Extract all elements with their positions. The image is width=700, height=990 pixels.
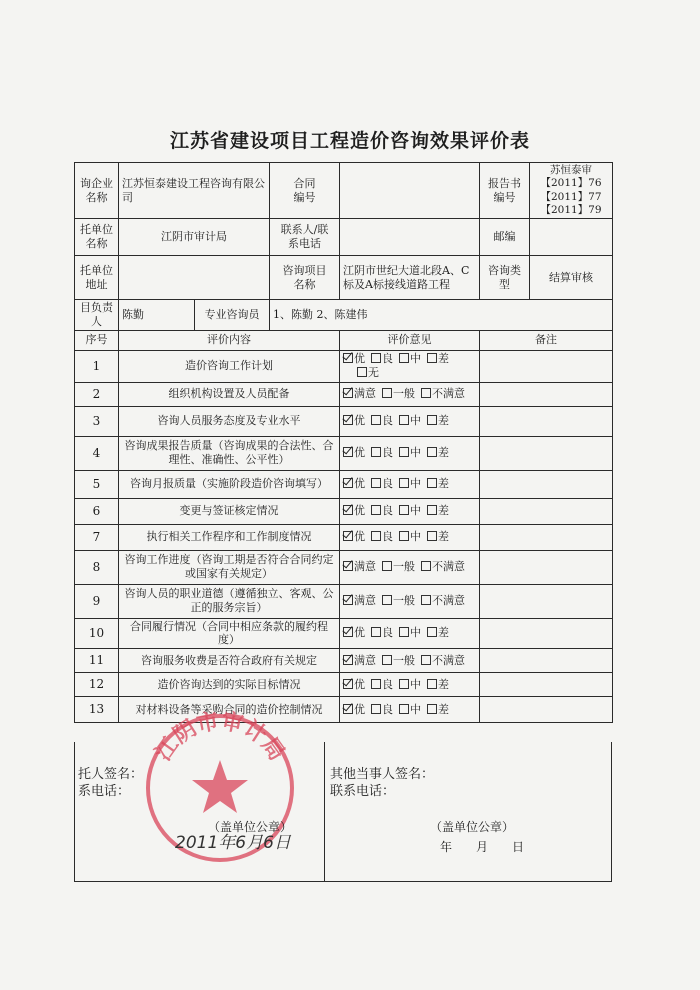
report-label: 报告书 编号 (480, 163, 530, 219)
option-3[interactable] (427, 352, 449, 365)
option-label: 良 (382, 702, 393, 716)
right-signature-block (330, 766, 434, 800)
option-label: 优 (354, 626, 365, 640)
evaluation-row (75, 498, 613, 524)
row-remark (480, 618, 613, 649)
option-1[interactable] (371, 446, 393, 459)
checkbox-icon[interactable] (427, 447, 437, 457)
row-opinion (340, 618, 480, 649)
option-label: 中 (410, 504, 421, 518)
checkbox-icon[interactable] (427, 478, 437, 488)
checkbox-icon[interactable] (382, 561, 392, 571)
option-1[interactable] (371, 530, 393, 543)
evaluation-row (75, 649, 613, 673)
checked-box-icon[interactable] (343, 704, 353, 714)
manager-value: 陈勤 (119, 300, 195, 331)
document-title: 江苏省建设项目工程造价咨询效果评价表 (169, 130, 530, 152)
checkbox-icon[interactable] (399, 679, 409, 689)
row-remark (480, 584, 613, 618)
option-label: 中 (410, 530, 421, 544)
row-opinion (340, 550, 480, 584)
checkbox-icon[interactable] (399, 704, 409, 714)
right-date: 年 月 日 (440, 840, 525, 854)
consultant-value: 1、陈勤 2、陈建伟 (270, 300, 613, 331)
option-label: 中 (410, 477, 421, 491)
option-3[interactable] (427, 504, 449, 517)
option-label: 良 (382, 446, 393, 460)
checkbox-icon[interactable] (427, 353, 437, 363)
checkbox-icon[interactable] (371, 704, 381, 714)
address-label: 托单位 地址 (75, 256, 119, 300)
checked-box-icon[interactable] (343, 561, 353, 571)
option-0[interactable] (343, 446, 365, 459)
checkbox-icon[interactable] (399, 627, 409, 637)
evaluation-row (75, 673, 613, 697)
row-opinion (340, 350, 480, 382)
option-4[interactable] (357, 366, 379, 379)
option-2[interactable] (399, 530, 421, 543)
row-content: 咨询人员的职业道德（遵循独立、客观、公正的服务宗旨） (119, 584, 340, 618)
option-label: 不满意 (432, 560, 465, 574)
evaluation-row (75, 470, 613, 498)
row-content: 咨询月报质量（实施阶段造价咨询填写） (119, 470, 340, 498)
option-0[interactable] (343, 387, 376, 400)
row-remark (480, 524, 613, 550)
option-0[interactable] (343, 594, 376, 607)
option-label: 优 (354, 702, 365, 716)
left-seal-note: （盖单位公章） (208, 820, 293, 834)
evaluation-row (75, 350, 613, 382)
row-number: 3 (75, 406, 119, 436)
checkbox-icon[interactable] (421, 561, 431, 571)
option-1[interactable] (371, 352, 393, 365)
row-content: 组织机构设置及人员配备 (119, 382, 340, 406)
row-opinion (340, 382, 480, 406)
checked-box-icon[interactable] (343, 655, 353, 665)
row-opinion (340, 470, 480, 498)
option-0[interactable] (343, 414, 365, 427)
checked-box-icon[interactable] (343, 415, 353, 425)
contact-label: 联系人/联 系电话 (270, 219, 340, 256)
report-value-line-4: 【2011】79 (540, 203, 602, 216)
row-remark (480, 436, 613, 470)
option-3[interactable] (427, 678, 449, 691)
postcode-label: 邮编 (480, 219, 530, 256)
option-label: 中 (410, 446, 421, 460)
option-label: 良 (382, 414, 393, 428)
checkbox-icon[interactable] (371, 679, 381, 689)
client-label: 托单位 名称 (75, 219, 119, 256)
checkbox-icon[interactable] (371, 447, 381, 457)
evaluation-row (75, 406, 613, 436)
checkbox-icon[interactable] (399, 531, 409, 541)
row-opinion (340, 406, 480, 436)
option-0[interactable] (343, 352, 365, 365)
row-content: 咨询成果报告质量（咨询成果的合法性、合理性、准确性、公平性） (119, 436, 340, 470)
row-content: 咨询工作进度（咨询工期是否符合合同约定或国家有关规定） (119, 550, 340, 584)
option-0[interactable] (343, 504, 365, 517)
row-opinion (340, 697, 480, 723)
contract-value (340, 163, 480, 219)
option-label: 差 (438, 626, 449, 640)
option-2[interactable] (399, 626, 421, 639)
row-number: 12 (75, 673, 119, 697)
option-1[interactable] (371, 504, 393, 517)
row-remark (480, 673, 613, 697)
checkbox-icon[interactable] (382, 388, 392, 398)
checkbox-icon[interactable] (371, 505, 381, 515)
checkbox-icon[interactable] (427, 627, 437, 637)
col-header-content: 评价内容 (119, 330, 340, 350)
evaluation-row (75, 584, 613, 618)
checkbox-icon[interactable] (399, 353, 409, 363)
evaluation-rows (75, 350, 613, 723)
option-label: 差 (438, 530, 449, 544)
option-3[interactable] (427, 477, 449, 490)
checkbox-icon[interactable] (399, 478, 409, 488)
row-content: 合同履行情况（合同中相应条款的履约程度） (119, 618, 340, 649)
option-label: 满意 (354, 560, 376, 574)
option-label: 一般 (393, 594, 415, 608)
option-1[interactable] (371, 414, 393, 427)
checked-box-icon[interactable] (343, 478, 353, 488)
checked-box-icon[interactable] (343, 388, 353, 398)
row-opinion (340, 584, 480, 618)
consultant-label: 专业咨询员 (195, 300, 270, 331)
row-remark (480, 498, 613, 524)
postcode-value (530, 219, 613, 256)
option-label: 差 (438, 504, 449, 518)
col-header-opinion: 评价意见 (340, 330, 480, 350)
checkbox-icon[interactable] (399, 505, 409, 515)
option-2[interactable] (399, 477, 421, 490)
report-value-line-1: 苏恒泰审 (550, 164, 592, 177)
option-0[interactable] (343, 560, 376, 573)
option-label: 优 (354, 677, 365, 691)
row-opinion (340, 498, 480, 524)
option-label: 不满意 (432, 594, 465, 608)
option-label: 一般 (393, 560, 415, 574)
row-opinion (340, 436, 480, 470)
option-1[interactable] (382, 654, 415, 667)
option-label: 满意 (354, 653, 376, 667)
option-label: 一般 (393, 653, 415, 667)
option-3[interactable] (427, 530, 449, 543)
row-number: 10 (75, 618, 119, 649)
option-3[interactable] (427, 703, 449, 716)
row-number: 5 (75, 470, 119, 498)
option-label: 不满意 (432, 387, 465, 401)
client-signature-label: 托人签名： (78, 767, 144, 782)
row-number: 7 (75, 524, 119, 550)
checked-box-icon[interactable] (343, 627, 353, 637)
row-number: 6 (75, 498, 119, 524)
option-label: 满意 (354, 594, 376, 608)
report-value-line-2: 【2011】76 (540, 177, 602, 190)
other-party-signature-label: 其他当事人签名： (330, 767, 435, 782)
evaluation-row (75, 382, 613, 406)
checkbox-icon[interactable] (371, 415, 381, 425)
option-label: 满意 (354, 387, 376, 401)
company-value: 江苏恒泰建设工程咨询有限公司 (119, 163, 270, 219)
left-signature-block (78, 766, 143, 800)
row-content: 变更与签证核定情况 (119, 498, 340, 524)
option-2[interactable] (421, 594, 465, 607)
option-1[interactable] (382, 387, 415, 400)
checkbox-icon[interactable] (371, 478, 381, 488)
signature-divider (324, 742, 325, 882)
option-0[interactable] (343, 477, 365, 490)
row-content: 咨询人员服务态度及专业水平 (119, 406, 340, 436)
option-0[interactable] (343, 678, 365, 691)
row-remark (480, 697, 613, 723)
client-value: 江阴市审计局 (119, 219, 270, 256)
option-3[interactable] (427, 414, 449, 427)
col-header-num: 序号 (75, 330, 119, 350)
project-label: 咨询项目 名称 (270, 256, 340, 300)
row-number: 2 (75, 382, 119, 406)
row-content: 对材料设备等采购合同的造价控制情况 (119, 697, 340, 723)
option-label: 不满意 (432, 653, 465, 667)
stamp-text: 江阴市审计局 (150, 708, 290, 766)
option-label: 中 (410, 677, 421, 691)
checkbox-icon[interactable] (427, 704, 437, 714)
option-1[interactable] (371, 703, 393, 716)
evaluation-row (75, 436, 613, 470)
option-label: 良 (382, 352, 393, 366)
checkbox-icon[interactable] (427, 679, 437, 689)
evaluation-table (74, 162, 613, 723)
checked-box-icon[interactable] (343, 505, 353, 515)
row-content: 造价咨询工作计划 (119, 350, 340, 382)
checkbox-icon[interactable] (371, 531, 381, 541)
option-0[interactable] (343, 530, 365, 543)
row-remark (480, 382, 613, 406)
option-2[interactable] (421, 560, 465, 573)
evaluation-row (75, 524, 613, 550)
other-party-phone-label: 联系电话： (330, 784, 396, 799)
option-label: 良 (382, 626, 393, 640)
row-remark (480, 470, 613, 498)
option-label: 良 (382, 530, 393, 544)
option-label: 中 (410, 414, 421, 428)
option-1[interactable] (371, 678, 393, 691)
report-value-line-3: 【2011】77 (540, 190, 602, 203)
checkbox-icon[interactable] (427, 415, 437, 425)
col-header-remark: 备注 (480, 330, 613, 350)
option-2[interactable] (399, 446, 421, 459)
address-value (119, 256, 270, 300)
option-label: 良 (382, 677, 393, 691)
option-label: 优 (354, 530, 365, 544)
client-phone-label: 系电话： (78, 784, 131, 799)
option-2[interactable] (399, 414, 421, 427)
row-number: 8 (75, 550, 119, 584)
checked-box-icon[interactable] (343, 447, 353, 457)
checkbox-icon[interactable] (371, 627, 381, 637)
checkbox-icon[interactable] (382, 595, 392, 605)
option-label: 优 (354, 414, 365, 428)
type-value: 结算审核 (530, 256, 613, 300)
option-0[interactable] (343, 703, 365, 716)
option-label: 无 (368, 366, 379, 379)
option-label: 差 (438, 352, 449, 366)
option-label: 差 (438, 702, 449, 716)
row-opinion (340, 673, 480, 697)
checkbox-icon[interactable] (427, 505, 437, 515)
option-label: 良 (382, 504, 393, 518)
type-label: 咨询类 型 (480, 256, 530, 300)
checked-box-icon[interactable] (343, 595, 353, 605)
checked-box-icon[interactable] (343, 679, 353, 689)
company-label: 询企业 名称 (75, 163, 119, 219)
option-2[interactable] (399, 504, 421, 517)
option-1[interactable] (382, 560, 415, 573)
checkbox-icon[interactable] (399, 447, 409, 457)
option-2[interactable] (421, 387, 465, 400)
option-1[interactable] (371, 626, 393, 639)
option-label: 优 (354, 352, 365, 366)
checkbox-icon[interactable] (382, 655, 392, 665)
option-label: 一般 (393, 387, 415, 401)
project-value: 江阴市世纪大道北段A、C标及A标接线道路工程 (340, 256, 480, 300)
option-label: 优 (354, 504, 365, 518)
report-value (530, 163, 613, 219)
option-label: 差 (438, 414, 449, 428)
checked-box-icon[interactable] (343, 353, 353, 363)
row-remark (480, 406, 613, 436)
checkbox-icon[interactable] (357, 367, 367, 377)
contract-label: 合同 编号 (270, 163, 340, 219)
checkbox-icon[interactable] (421, 655, 431, 665)
option-2[interactable] (399, 352, 421, 365)
option-label: 差 (438, 446, 449, 460)
right-seal-note: （盖单位公章） (430, 820, 515, 834)
evaluation-row (75, 618, 613, 649)
checkbox-icon[interactable] (427, 531, 437, 541)
row-content: 执行相关工作程序和工作制度情况 (119, 524, 340, 550)
option-1[interactable] (382, 594, 415, 607)
option-label: 差 (438, 677, 449, 691)
checkbox-icon[interactable] (399, 415, 409, 425)
row-content: 造价咨询达到的实际目标情况 (119, 673, 340, 697)
option-2[interactable] (399, 703, 421, 716)
handwritten-date: 2011年6月6日 (175, 833, 291, 853)
option-label: 优 (354, 477, 365, 491)
row-number: 1 (75, 350, 119, 382)
option-0[interactable] (343, 626, 365, 639)
checkbox-icon[interactable] (371, 353, 381, 363)
row-remark (480, 550, 613, 584)
row-remark (480, 649, 613, 673)
option-label: 差 (438, 477, 449, 491)
option-3[interactable] (427, 446, 449, 459)
option-label: 中 (410, 702, 421, 716)
checked-box-icon[interactable] (343, 531, 353, 541)
row-opinion (340, 524, 480, 550)
row-number: 11 (75, 649, 119, 673)
row-number: 13 (75, 697, 119, 723)
row-number: 4 (75, 436, 119, 470)
option-label: 良 (382, 477, 393, 491)
option-3[interactable] (427, 626, 449, 639)
evaluation-row (75, 550, 613, 584)
option-label: 中 (410, 352, 421, 366)
manager-label: 目负责 人 (75, 300, 119, 331)
option-1[interactable] (371, 477, 393, 490)
row-remark (480, 350, 613, 382)
checkbox-icon[interactable] (421, 388, 431, 398)
option-2[interactable] (399, 678, 421, 691)
row-number: 9 (75, 584, 119, 618)
option-label: 优 (354, 446, 365, 460)
option-2[interactable] (421, 654, 465, 667)
row-opinion (340, 649, 480, 673)
contact-value (340, 219, 480, 256)
row-content: 咨询服务收费是否符合政府有关规定 (119, 649, 340, 673)
option-label: 中 (410, 626, 421, 640)
option-0[interactable] (343, 654, 376, 667)
checkbox-icon[interactable] (421, 595, 431, 605)
